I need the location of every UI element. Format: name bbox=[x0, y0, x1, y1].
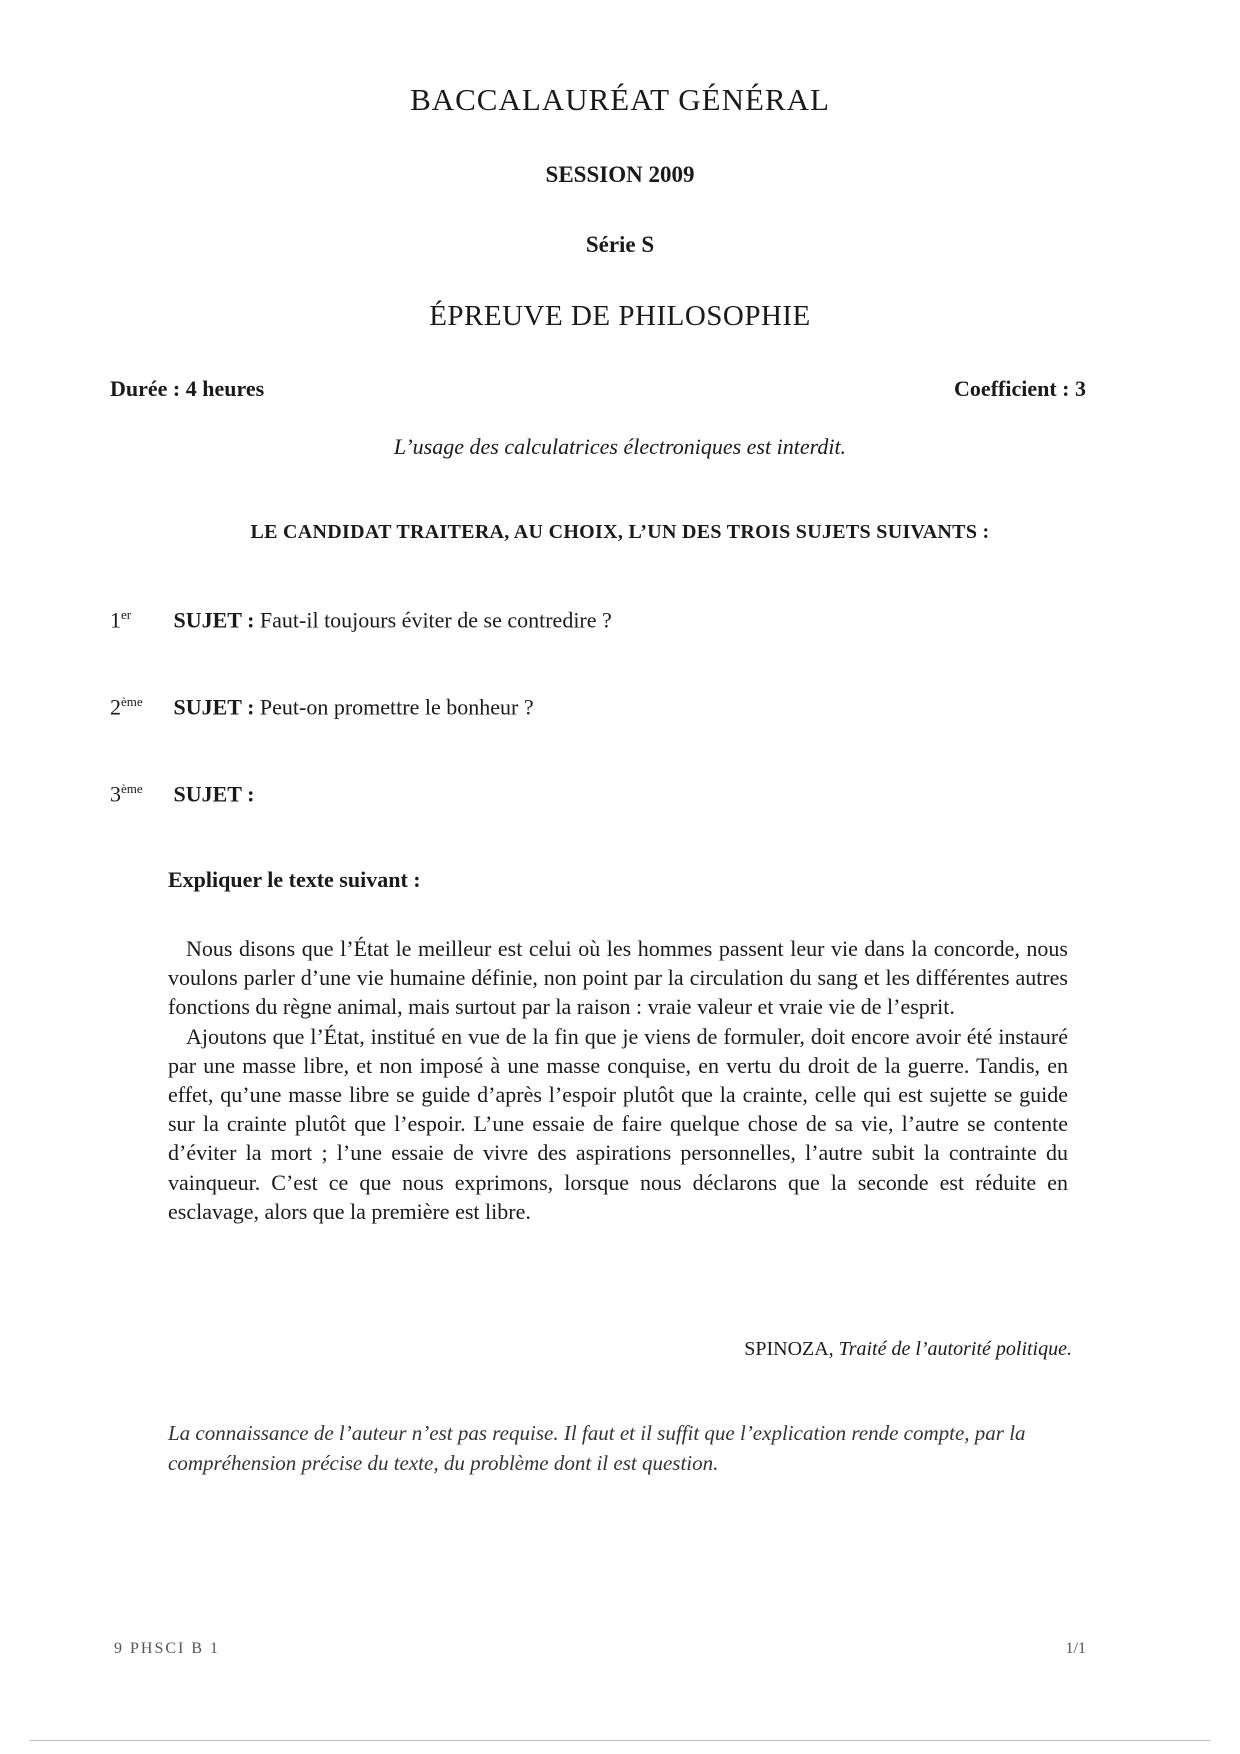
sujet-label: SUJET : bbox=[173, 694, 255, 720]
calculator-notice: L’usage des calculatrices électroniques est interdit. bbox=[393, 434, 847, 459]
exam-title: BACCALAURÉAT GÉNÉRAL bbox=[410, 82, 830, 117]
sujet-number: 2ème bbox=[110, 694, 143, 720]
explanation-note: La connaissance de l’auteur n’est pas requise. Il faut et il suffit que l’explication rende compte, par la compréhension précise du texte, du problème dont il est question. bbox=[168, 1421, 1026, 1475]
work-title: Traité de l’autorité politique. bbox=[838, 1338, 1072, 1360]
explication-consigne: Expliquer le texte suivant : bbox=[168, 867, 421, 892]
serie-label: Série S bbox=[585, 232, 655, 257]
author-name: SPINOZA, bbox=[744, 1338, 834, 1360]
sujet-question: Faut-il toujours éviter de se contredire ? bbox=[259, 607, 612, 633]
text-paragraph: Nous disons que l’État le meilleur est celui où les hommes passent leur vie dans la concorde, nous voulons parler d’une vie humaine définie, non point par la circulation du sang et les différentes autres fonctions du règne animal, mais surtout par la raison : vraie valeur et vraie vie de l’esprit. bbox=[168, 936, 1068, 1020]
text-paragraph: Ajoutons que l’État, institué en vue de la fin que je viens de formuler, doit encore avoir été instauré par une masse libre, et non imposé à une masse conquise, en vertu du droit de la guerre. Tandis, en effet, qu’une masse libre se guide d’après l’espoir plutôt que la crainte, celle qui est sujette se guide sur la crainte plutôt que l’espoir. L’une essaie de faire quelque chose de sa vie, l’autre se contente d’éviter la mort ; l’une essaie de vivre des aspirations personnelles, l’autre subit la contrainte du vainqueur. C’est ce que nous exprimons, lorsque nous déclarons que la seconde est réduite en esclavage, alors que la première est libre. bbox=[168, 1023, 1068, 1224]
sujet-question: Peut-on promettre le bonheur ? bbox=[259, 694, 534, 720]
citation bbox=[744, 1338, 1072, 1361]
spinoza-text bbox=[168, 934, 1068, 1226]
footer-code: 9 PHSCI B 1 bbox=[114, 1640, 221, 1657]
sujet-number: 3ème bbox=[110, 781, 143, 807]
page-number: 1/1 bbox=[1065, 1640, 1086, 1657]
sujet-2 bbox=[110, 694, 534, 720]
session-label: SESSION 2009 bbox=[545, 162, 695, 187]
instruction: LE CANDIDAT TRAITERA, AU CHOIX, L’UN DES TROIS SUJETS SUIVANTS : bbox=[250, 521, 990, 543]
epreuve-title: ÉPREUVE DE PHILOSOPHIE bbox=[429, 300, 811, 332]
sujet-label: SUJET : bbox=[173, 607, 255, 633]
sujet-1 bbox=[110, 607, 612, 633]
coefficient-label: Coefficient : 3 bbox=[954, 376, 1086, 401]
sujet-label: SUJET : bbox=[173, 781, 255, 807]
duree-label: Durée : 4 heures bbox=[110, 376, 265, 401]
divider bbox=[30, 1740, 1210, 1741]
sujet-number: 1er bbox=[110, 607, 132, 633]
sujet-3 bbox=[110, 781, 254, 807]
